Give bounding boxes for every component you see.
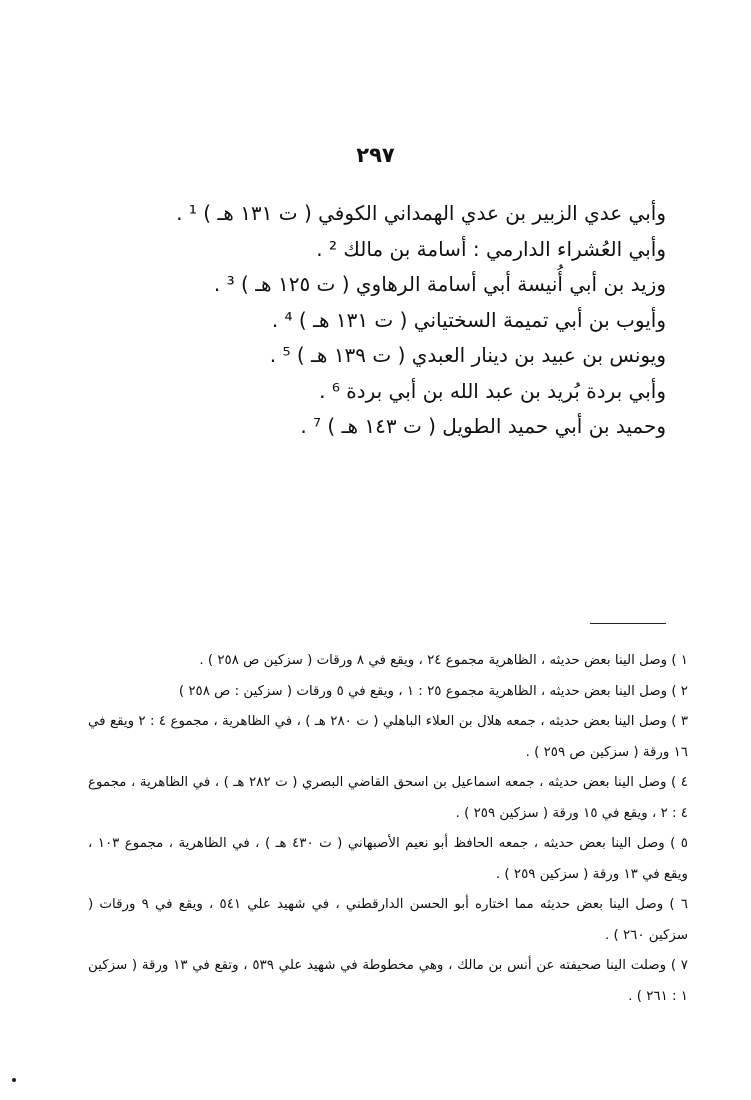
footnote: ٦ ) وصل الينا بعض حديثه مما اختاره أبو الحسن الدارقطني ، في شهيد علي ٥٤١ ، ويقع في ٩ ورقات ( سزكين ٢٦٠ ) . — [88, 897, 688, 943]
footnotes — [88, 646, 688, 1012]
footnote: ١ ) وصل الينا بعض حديثه ، الظاهرية مجموع ٢٤ ، ويقع في ٨ ورقات ( سزكين ص ٢٥٨ ) . — [199, 653, 688, 668]
main-line: وأيوب بن أبي تميمة السختياني ( ت ١٣١ هـ ) ⁴ . — [271, 307, 666, 332]
footnote: ٣ ) وصل الينا بعض حديثه ، جمعه هلال بن العلاء الباهلي ( ت ٢٨٠ هـ ) ، في الظاهرية ، مجموع ٤ : ٢ ويقع في ١٦ ورقة ( سزكين ص ٢٥٩ ) . — [88, 714, 689, 760]
page-number: ٢٩٧ — [356, 143, 395, 167]
main-line: وأبي بردة بُريد بن عبد الله بن أبي بردة ⁶ . — [319, 378, 666, 403]
footnote: ٤ ) وصل الينا بعض حديثه ، جمعه اسماعيل بن اسحق القاضي البصري ( ت ٢٨٢ هـ ) ، في الظاهرية ، مجموع ٤ : ٢ ، ويقع في ١٥ ورقة ( سزكين ٢٥٩ ) . — [88, 775, 688, 821]
main-line: وزيد بن أبي أُنيسة أبي أسامة الرهاوي ( ت ١٢٥ هـ ) ³ . — [213, 272, 666, 296]
footnote-separator — [590, 623, 666, 624]
main-line: وحميد بن أبي حميد الطويل ( ت ١٤٣ هـ ) ⁷ . — [300, 414, 666, 438]
main-line: وأبي العُشراء الدارمي : أسامة بن مالك ² . — [316, 236, 666, 261]
footnote: ٢ ) وصل الينا بعض حديثه ، الظاهرية مجموع ٢٥ : ١ ، ويقع في ٥ ورقات ( سزكين : ص ٢٥٨ ) — [178, 683, 688, 699]
main-text — [106, 196, 666, 445]
margin-mark — [12, 1078, 16, 1082]
footnote: ٧ ) وصلت الينا صحيفته عن أنس بن مالك ، وهي مخطوطة في شهيد علي ٥٣٩ ، وتقع في ١٣ ورقة ( سزكين ١ : ٢٦١ ) . — [88, 958, 688, 1004]
footnote: ٥ ) وصل الينا بعض حديثه ، جمعه الحافظ أبو نعيم الأصبهاني ( ت ٤٣٠ هـ ) ، في الظاهرية ، مجموع ١٠٣ ، ويقع في ١٣ ورقة ( سزكين ٢٥٩ ) . — [88, 836, 688, 882]
main-line: ويونس بن عبيد بن دينار العبدي ( ت ١٣٩ هـ ) ⁵ . — [269, 343, 666, 367]
main-line: وأبي عدي الزبير بن عدي الهمداني الكوفي ( ت ١٣١ هـ ) ¹ . — [176, 201, 666, 225]
